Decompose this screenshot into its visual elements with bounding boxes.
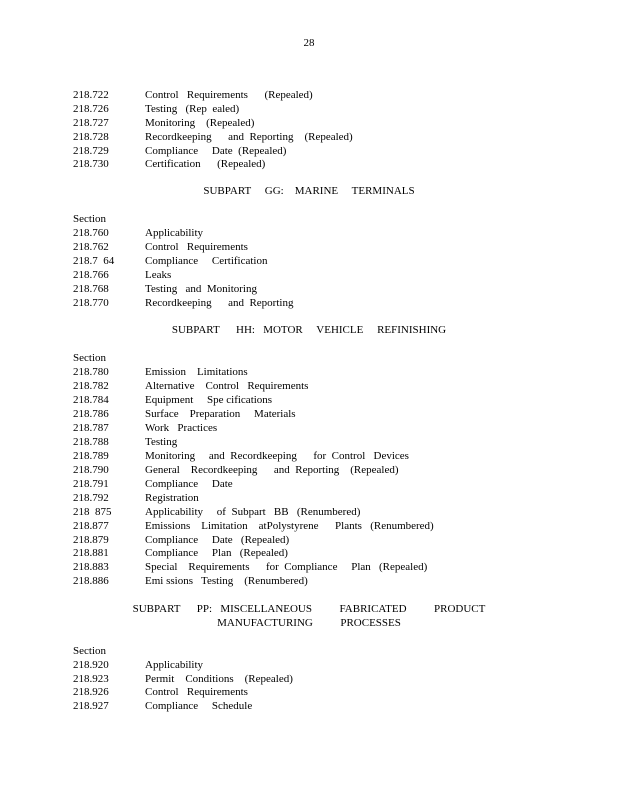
section-number: 218.770	[73, 297, 109, 309]
list-item	[0, 477, 618, 491]
section-title: Work Practices	[145, 422, 218, 434]
section-number: 218.926	[73, 686, 109, 698]
subpart-gg-heading: SUBPART GG: MARINE TERMINALS	[203, 185, 415, 197]
list-item	[0, 116, 618, 130]
list-item	[0, 102, 618, 116]
section-title: Monitoring and Recordkeeping for Control Devices	[145, 450, 409, 462]
section-title: Control Requirements	[145, 686, 248, 698]
section-number: 218.7 64	[73, 255, 115, 267]
section-number: 218.790	[73, 464, 109, 476]
section-number: 218.879	[73, 534, 109, 546]
list-item	[0, 672, 618, 686]
section-title: Emi ssions Testing (Renumbered)	[145, 575, 308, 587]
list-item	[0, 88, 618, 102]
list-item	[0, 560, 618, 574]
section-title: General Recordkeeping and Reporting (Repealed)	[145, 464, 399, 476]
section-number: 218.786	[73, 408, 109, 420]
page-number: 28	[303, 37, 315, 49]
section-title: Recordkeeping and Reporting (Repealed)	[145, 131, 353, 143]
section-number: 218.726	[73, 103, 109, 115]
section-number: 218.782	[73, 380, 109, 392]
list-item	[0, 699, 618, 713]
section-title: Applicability	[145, 227, 204, 239]
list-item	[0, 282, 618, 296]
list-item	[0, 240, 618, 254]
section-title: Equipment Spe cifications	[145, 394, 273, 406]
section-number: 218.788	[73, 436, 109, 448]
section-number: 218.766	[73, 269, 109, 281]
list-item	[0, 574, 618, 588]
section-number: 218.881	[73, 547, 109, 559]
section-title: Control Requirements (Repealed)	[145, 89, 313, 101]
section-title: Monitoring (Repealed)	[145, 117, 255, 129]
section-number: 218.722	[73, 89, 109, 101]
list-item	[0, 463, 618, 477]
section-title: Applicability of Subpart BB (Renumbered)	[145, 506, 361, 518]
list-item	[0, 130, 618, 144]
section-title: Compliance Schedule	[145, 700, 253, 712]
list-item	[0, 157, 618, 171]
section-title: Alternative Control Requirements	[145, 380, 309, 392]
section-title: Compliance Date	[145, 478, 233, 490]
list-item	[0, 226, 618, 240]
list-item	[0, 365, 618, 379]
section-label: Section	[73, 213, 106, 225]
section-number: 218.791	[73, 478, 109, 490]
list-item	[0, 519, 618, 533]
section-number: 218.762	[73, 241, 109, 253]
section-title: Compliance Date (Repealed)	[145, 145, 287, 157]
list-item	[0, 491, 618, 505]
section-number: 218.789	[73, 450, 109, 462]
section-title: Emission Limitations	[145, 366, 248, 378]
section-title: Surface Preparation Materials	[145, 408, 296, 420]
subpart-pp-heading-line2: MANUFACTURING PROCESSES	[217, 617, 401, 629]
list-item	[0, 449, 618, 463]
list-item	[0, 393, 618, 407]
section-number: 218.784	[73, 394, 109, 406]
section-number: 218.760	[73, 227, 109, 239]
list-item	[0, 268, 618, 282]
section-number: 218.787	[73, 422, 109, 434]
section-number: 218.728	[73, 131, 109, 143]
list-item	[0, 144, 618, 158]
list-item	[0, 546, 618, 560]
section-number: 218.768	[73, 283, 109, 295]
section-title: Registration	[145, 492, 199, 504]
section-title: Testing (Rep ealed)	[145, 103, 240, 115]
subpart-pp-heading: SUBPART PP: MISCELLANEOUS FABRICATED PRODUCT	[132, 603, 486, 615]
list-item	[0, 435, 618, 449]
section-title: Emissions Limitation atPolystyrene Plants (Renumbered)	[145, 520, 434, 532]
list-item	[0, 533, 618, 547]
section-number: 218.877	[73, 520, 109, 532]
list-item	[0, 254, 618, 268]
list-item	[0, 421, 618, 435]
section-number: 218.727	[73, 117, 109, 129]
section-title: Testing and Monitoring	[145, 283, 257, 295]
section-title: Applicability	[145, 659, 204, 671]
section-label: Section	[73, 645, 106, 657]
section-number: 218.780	[73, 366, 109, 378]
section-title: Certification (Repealed)	[145, 158, 266, 170]
section-number: 218 875	[73, 506, 112, 518]
section-title: Recordkeeping and Reporting	[145, 297, 294, 309]
subpart-hh-heading: SUBPART HH: MOTOR VEHICLE REFINISHING	[171, 324, 447, 336]
section-title: Permit Conditions (Repealed)	[145, 673, 293, 685]
section-number: 218.920	[73, 659, 109, 671]
section-number: 218.729	[73, 145, 109, 157]
section-title: Special Requirements for Compliance Plan (Repealed)	[145, 561, 428, 573]
list-item	[0, 505, 618, 519]
section-number: 218.927	[73, 700, 109, 712]
section-number: 218.792	[73, 492, 109, 504]
section-title: Control Requirements	[145, 241, 248, 253]
section-title: Compliance Plan (Repealed)	[145, 547, 288, 559]
section-number: 218.886	[73, 575, 109, 587]
list-item	[0, 685, 618, 699]
section-number: 218.923	[73, 673, 109, 685]
section-label: Section	[73, 352, 106, 364]
list-item	[0, 379, 618, 393]
list-item	[0, 658, 618, 672]
section-number: 218.883	[73, 561, 109, 573]
section-title: Compliance Date (Repealed)	[145, 534, 290, 546]
section-title: Leaks	[145, 269, 172, 281]
section-number: 218.730	[73, 158, 109, 170]
list-item	[0, 407, 618, 421]
section-title: Compliance Certification	[145, 255, 268, 267]
section-title: Testing	[145, 436, 178, 448]
list-item	[0, 296, 618, 310]
